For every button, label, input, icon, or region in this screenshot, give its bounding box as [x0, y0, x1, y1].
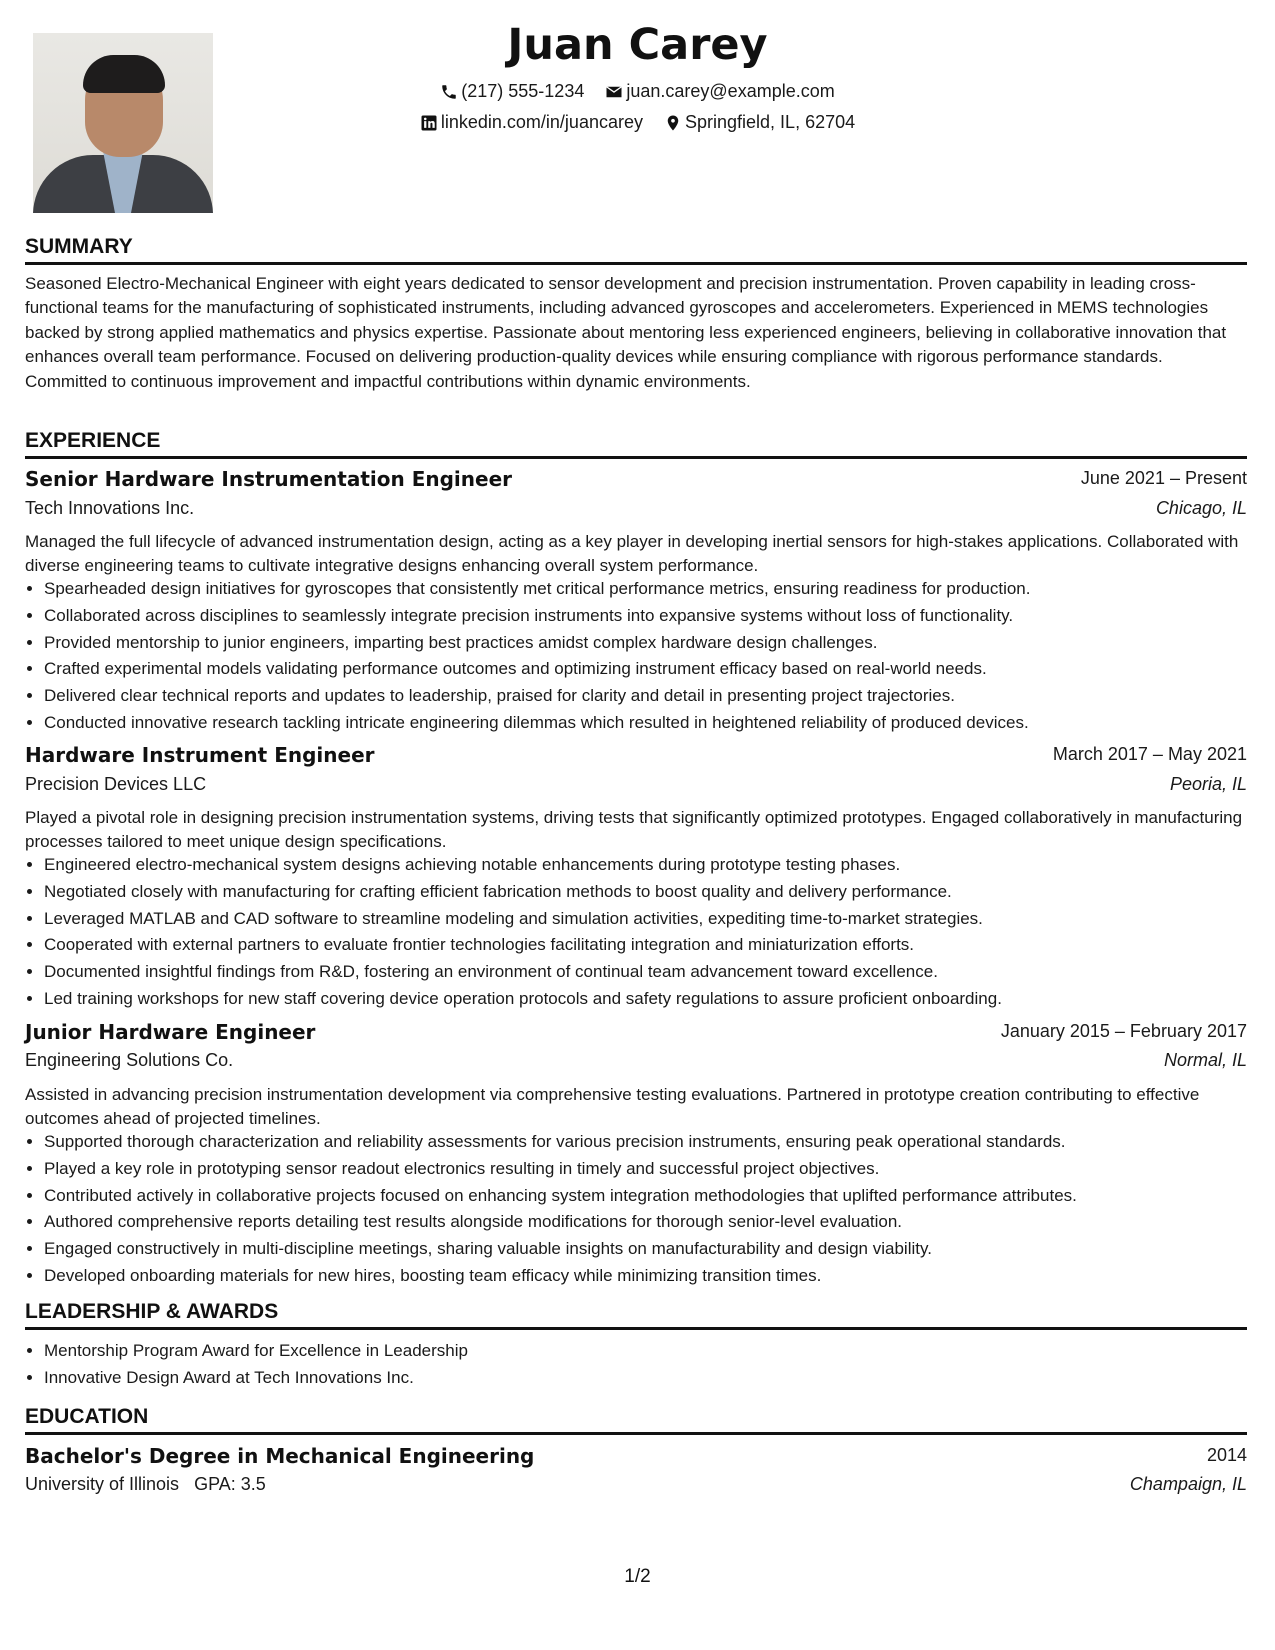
job-title: Hardware Instrument Engineer: [25, 743, 375, 767]
job-bullets: [25, 852, 1266, 1013]
envelope-icon: [605, 83, 623, 101]
list-item: • Engineered electro-mechanical system designs achieving notable enhancements during prototype testing phases.: [44, 852, 1266, 879]
list-item: • Conducted innovative research tackling intricate engineering dilemmas which resulted in heightened reliability of produced devices.: [44, 710, 1266, 737]
email-text[interactable]: juan.carey@example.com: [626, 81, 835, 101]
contact-location: [664, 112, 855, 133]
job-company: Engineering Solutions Co.: [25, 1050, 234, 1070]
list-item: • Negotiated closely with manufacturing for crafting efficient fabrication methods to boost quality and delivery performance.: [44, 879, 1266, 906]
phone-text: (217) 555-1234: [461, 81, 585, 101]
job-description: Managed the full lifecycle of advanced instrumentation design, acting as a key player in developing inertial sensors for high-stakes applications. Collaborated with diverse engineering teams to cultivate integrative designs enhancing overall system performance.: [25, 532, 1239, 576]
list-item: • Played a key role in prototyping sensor readout electronics resulting in timely and successful project objectives.: [44, 1156, 1266, 1183]
list-item: • Authored comprehensive reports detailing test results alongside modifications for thorough senior-level evaluation.: [44, 1209, 1266, 1236]
job-description: Played a pivotal role in designing precision instrumentation systems, driving tests that significantly optimized prototypes. Engaged collaboratively in manufacturing processes tailored to meet unique design specifications.: [25, 808, 1243, 852]
list-item: • Leveraged MATLAB and CAD software to streamline modeling and simulation activities, expediting time-to-market strategies.: [44, 906, 1266, 933]
linkedin-text[interactable]: linkedin.com/in/juancarey: [440, 112, 643, 132]
school-location: Champaign, IL: [1129, 1474, 1247, 1494]
job-title: Senior Hardware Instrumentation Engineer: [25, 467, 513, 491]
job-location: Peoria, IL: [1169, 774, 1247, 794]
gpa: GPA: 3.5: [194, 1474, 266, 1494]
experience-heading: EXPERIENCE: [25, 429, 1247, 459]
school-name: University of Illinois: [25, 1474, 180, 1494]
contact-row-secondary: [0, 112, 1275, 137]
contact-email[interactable]: [605, 81, 834, 102]
job-bullets: [25, 1129, 1266, 1290]
job-dates: January 2015 – February 2017: [1000, 1021, 1247, 1041]
contact-phone: [440, 81, 584, 102]
contact-linkedin[interactable]: [420, 112, 643, 133]
graduation-year: 2014: [1206, 1445, 1247, 1465]
candidate-name: Juan Carey: [507, 20, 768, 70]
job-dates: June 2021 – Present: [1080, 468, 1247, 488]
job-dates: March 2017 – May 2021: [1052, 744, 1247, 764]
list-item: • Delivered clear technical reports and updates to leadership, praised for clarity and detail in presenting project trajectories.: [44, 683, 1266, 710]
degree-title: Bachelor's Degree in Mechanical Engineering: [25, 1444, 535, 1468]
list-item: • Spearheaded design initiatives for gyroscopes that consistently met critical performance metrics, ensuring readiness for production.: [44, 576, 1266, 603]
contact-row-primary: [0, 81, 1275, 106]
job-bullets: [25, 576, 1266, 737]
school-line: [25, 1474, 266, 1495]
summary-text: Seasoned Electro-Mechanical Engineer with eight years dedicated to sensor development and precision instrumentation. Proven capability in leading cross-functional teams for the manufacturing of sophisticated instruments, including advanced gyroscopes and accelerometers. Experienced in MEMS technologies backed by strong applied mathematics and physics expertise. Passionate about mentoring less experienced engineers, believing in collaborative innovation that enhances overall team performance. Focused on delivering production-quality devices while ensuring compliance with rigorous performance standards. Committed to continuous improvement and impactful contributions within dynamic environments.: [25, 274, 1227, 391]
job-title: Junior Hardware Engineer: [25, 1020, 316, 1044]
list-item: • Documented insightful findings from R&D, fostering an environment of continual team advancement toward excellence.: [44, 959, 1266, 986]
list-item: • Developed onboarding materials for new hires, boosting team efficacy while minimizing transition times.: [44, 1263, 1266, 1290]
linkedin-icon: [420, 114, 438, 132]
summary-heading: SUMMARY: [25, 235, 1247, 265]
list-item: • Cooperated with external partners to evaluate frontier technologies facilitating integration and miniaturization efforts.: [44, 932, 1266, 959]
job-company: Tech Innovations Inc.: [25, 498, 195, 518]
list-item: • Provided mentorship to junior engineers, imparting best practices amidst complex hardware design challenges.: [44, 630, 1266, 657]
map-pin-icon: [664, 114, 682, 132]
job-description: Assisted in advancing precision instrumentation development via comprehensive testing evaluations. Partnered in prototype creation contributing to effective outcomes ahead of projected timelines.: [25, 1085, 1200, 1129]
phone-icon: [440, 83, 458, 101]
job-location: Normal, IL: [1163, 1050, 1247, 1070]
list-item: • Engaged constructively in multi-discipline meetings, sharing valuable insights on manufacturability and design viability.: [44, 1236, 1266, 1263]
list-item: • Crafted experimental models validating performance outcomes and optimizing instrument efficacy based on real-world needs.: [44, 656, 1266, 683]
awards-list: [25, 1338, 1266, 1392]
list-item: • Led training workshops for new staff covering device operation protocols and safety regulations to assure proficient onboarding.: [44, 986, 1266, 1013]
list-item: • Supported thorough characterization and reliability assessments for various precision instruments, ensuring peak operational standards.: [44, 1129, 1266, 1156]
list-item: • Innovative Design Award at Tech Innovations Inc.: [44, 1365, 1266, 1392]
list-item: • Mentorship Program Award for Excellence in Leadership: [44, 1338, 1266, 1365]
leadership-heading: LEADERSHIP & AWARDS: [25, 1300, 1247, 1330]
job-location: Chicago, IL: [1155, 498, 1247, 518]
list-item: • Contributed actively in collaborative projects focused on enhancing system integration methodologies that uplifted performance attributes.: [44, 1183, 1266, 1210]
job-company: Precision Devices LLC: [25, 774, 207, 794]
education-heading: EDUCATION: [25, 1405, 1247, 1435]
page-number: 1/2: [624, 1566, 651, 1587]
list-item: • Collaborated across disciplines to seamlessly integrate precision instruments into expansive systems without loss of functionality.: [44, 603, 1266, 630]
location-text: Springfield, IL, 62704: [685, 112, 856, 132]
